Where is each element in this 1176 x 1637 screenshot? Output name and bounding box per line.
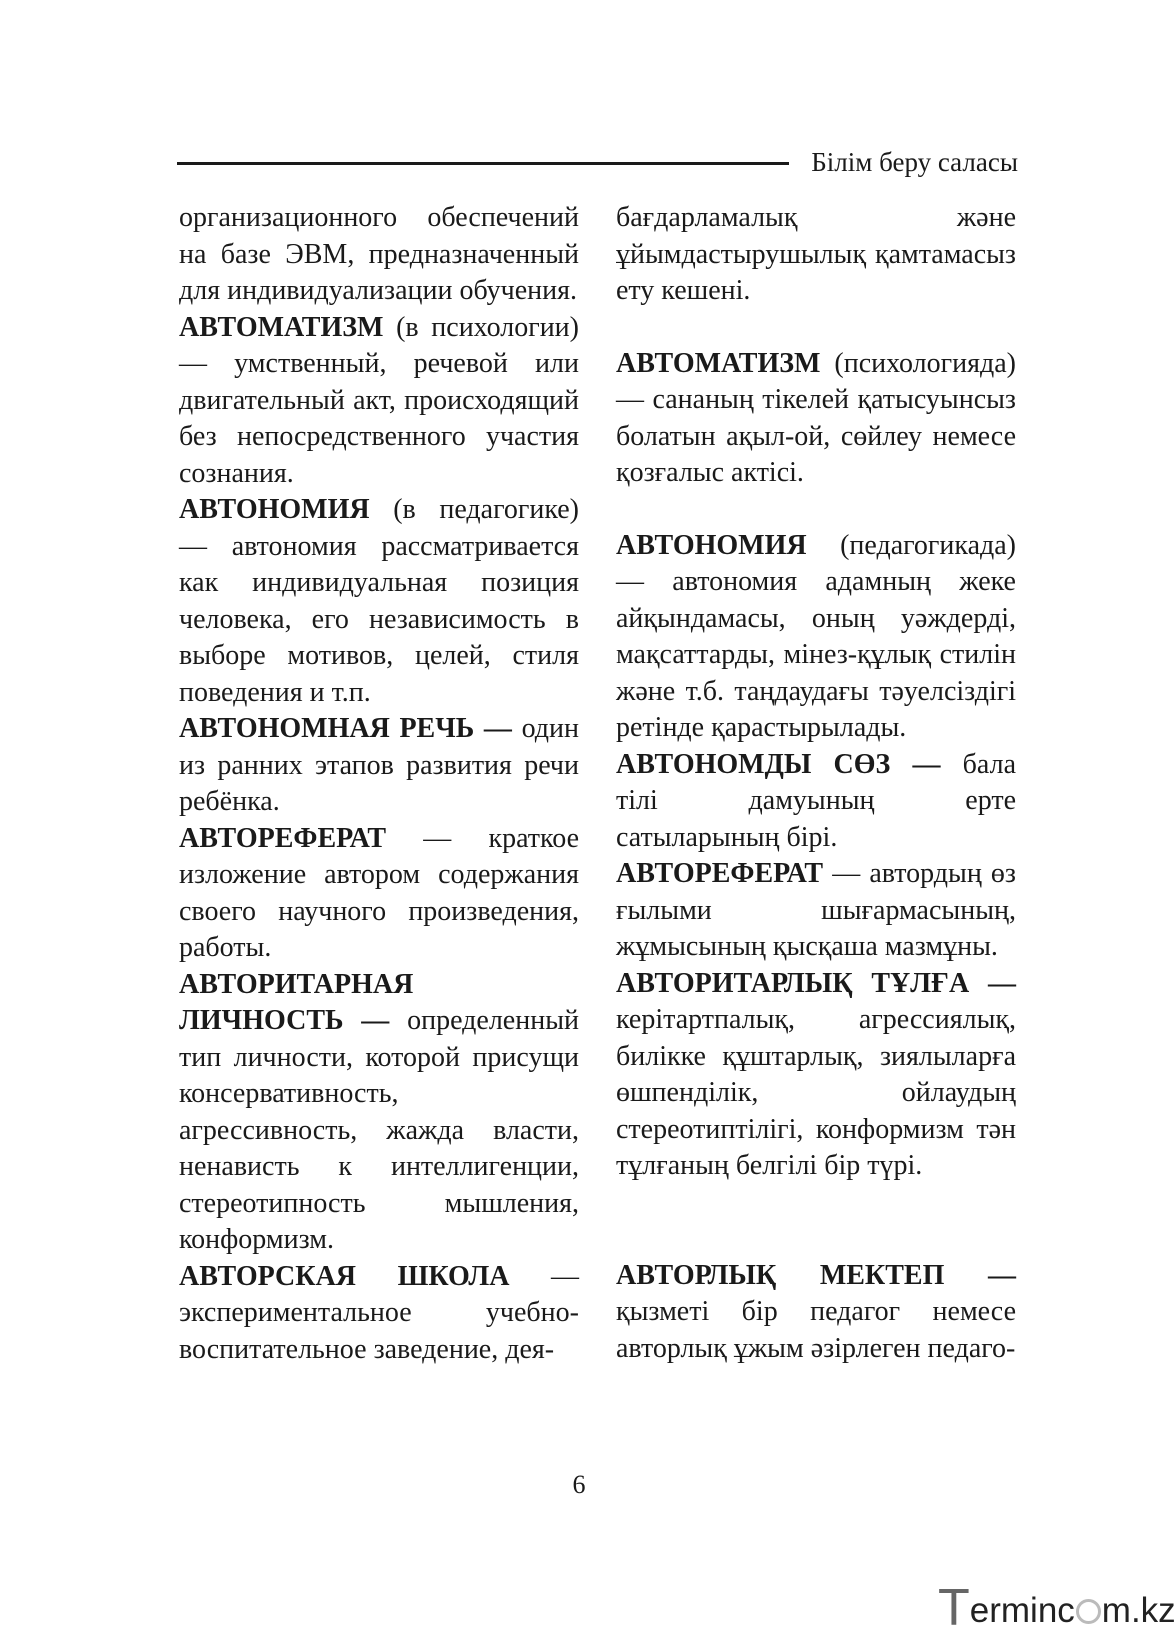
dictionary-entry <box>616 200 1016 310</box>
dictionary-entry <box>179 492 579 711</box>
entry-definition: (педагогикада) — автономия адамның жеке айқындамасы, оның уәждерді, мақсаттарды, мінез-құлық стилін және т.б. таңдаудағы тәуелсіздігі ретінде қарастырылады. <box>616 529 1016 743</box>
entry-definition: определенный тип личности, которой присущи консервативность, агрессивность, жажда власти, ненависть к интеллигенции, стереотипность мышления, конформизм. <box>179 1005 579 1255</box>
entry-definition: қызметі бір педагог немесе авторлық ұжым әзірлеген педаго- <box>616 1296 1016 1364</box>
entry-term: АВТОМАТИЗМ <box>179 311 384 343</box>
dictionary-entry <box>179 967 579 1259</box>
dictionary-entry <box>616 856 1016 966</box>
dictionary-entry <box>616 346 1016 492</box>
kazakh-column <box>616 200 1016 1367</box>
entry-term: АВТОНОМНАЯ РЕЧЬ — <box>179 713 512 744</box>
entry-definition: керітартпалық, агрессиялық, билікке құштарлық, зиялыларға өшпенділік, ойлаудың стереотиптілігі, конформизм тән тұлғаның белгілі бір түрі. <box>616 1004 1016 1181</box>
dictionary-entry <box>179 310 579 493</box>
entry-definition: бағдарламалық және ұйымдастырушылық қамтамасыз ету кешені. <box>616 202 1016 306</box>
entry-definition: организационного обеспечений на базе ЭВМ, предназначенный для индивидуализации обучения. <box>179 202 579 306</box>
russian-column <box>179 200 579 1368</box>
entry-term: АВТОМАТИЗМ <box>616 347 821 379</box>
entry-definition: — краткое изложение автором содержания своего научного произведения, работы. <box>179 822 579 963</box>
entry-definition: один из ранних этапов развития речи ребёнка. <box>179 713 579 817</box>
dictionary-entry <box>179 711 579 821</box>
entry-spacer <box>616 492 1016 528</box>
entry-definition: (в психологии) — умственный, речевой или двигательный акт, происходящий без непосредственного участия сознания. <box>179 311 579 489</box>
entry-term: АВТОРИТАРНАЯ ЛИЧНОСТЬ — <box>179 968 414 1036</box>
dictionary-entry <box>616 747 1016 857</box>
entry-term: АВТОНОМИЯ <box>616 529 807 561</box>
entry-term: АВТОНОМДЫ СӨЗ — <box>616 748 941 780</box>
entry-definition: — экспериментальное учебно-воспитательное заведение, дея- <box>179 1260 579 1365</box>
entry-definition: бала тілі дамуының ерте сатыларының бірі. <box>616 748 1016 853</box>
dictionary-entry <box>179 821 579 967</box>
dictionary-entry <box>179 1259 579 1369</box>
entry-definition: (психологияда) — сананың тікелей қатысуынсыз болатын ақыл-ой, сөйлеу немесе қозғалыс актісі. <box>616 347 1016 488</box>
entry-term: АВТОНОМИЯ <box>179 494 370 525</box>
entry-definition: (в педагогике) — автономия рассматривается как индивидуальная позиция человека, его независимость в выборе мотивов, целей, стиля поведения и т.п. <box>179 494 579 708</box>
page-number: 6 <box>572 1470 586 1499</box>
dictionary-entry <box>616 1258 1016 1368</box>
running-header: Білім беру саласы <box>811 147 1018 177</box>
dictionary-entry <box>179 200 579 310</box>
entry-term: АВТОРИТАРЛЫҚ ТҰЛҒА — <box>616 967 1016 999</box>
entry-term: АВТОРЕФЕРАТ <box>616 858 824 889</box>
entry-term: АВТОРСКАЯ ШКОЛА <box>179 1260 510 1292</box>
entry-term: АВТОРЛЫҚ МЕКТЕП — <box>616 1259 1016 1291</box>
entry-definition: — автордың өз ғылыми шығармасының, жұмысының қысқаша мазмұны. <box>616 858 1016 962</box>
entry-term: АВТОРЕФЕРАТ <box>179 822 387 854</box>
watermark-logo: Terminc m.kz <box>938 1579 1176 1637</box>
header-rule <box>177 162 789 165</box>
dictionary-entry <box>616 966 1016 1185</box>
entry-spacer <box>616 1185 1016 1258</box>
entry-spacer <box>616 310 1016 346</box>
dictionary-entry <box>616 528 1016 747</box>
